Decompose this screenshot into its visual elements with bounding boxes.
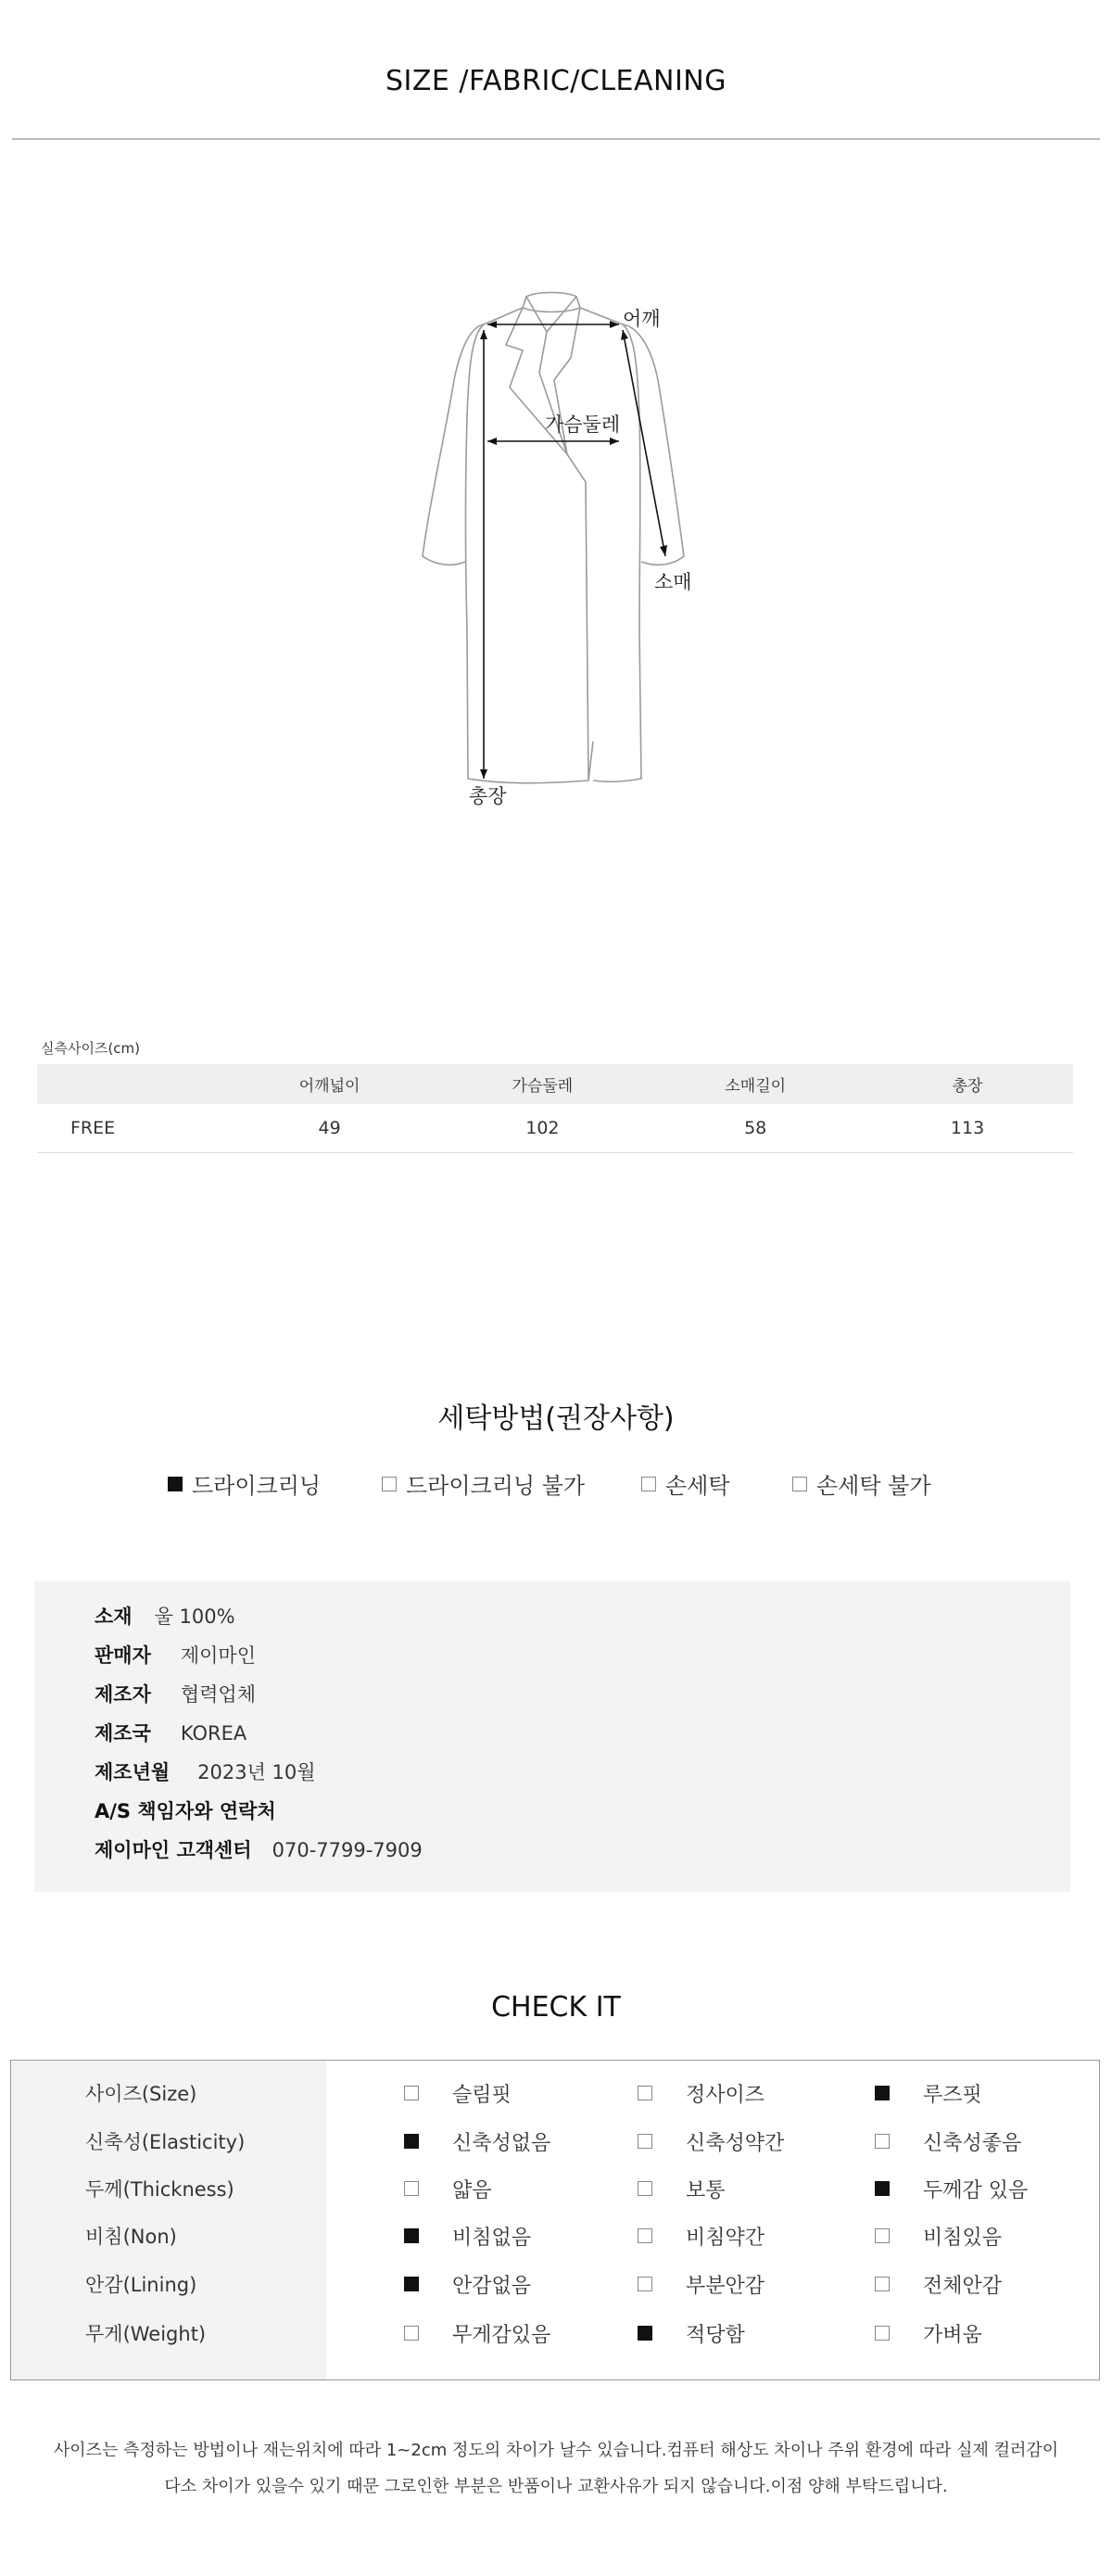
coat-measurement-diagram	[408, 278, 704, 816]
check-row	[11, 2079, 1099, 2116]
check-row-label: 비침(Non)	[85, 2226, 177, 2248]
checkbox-empty-icon	[792, 1477, 807, 1491]
check-option-label: 비침없음	[452, 2227, 532, 2250]
size-table-caption: 실측사이즈(cm)	[41, 1040, 141, 1057]
checkbox-empty-icon	[875, 2277, 890, 2291]
size-cell: FREE	[37, 1104, 223, 1153]
divider	[12, 138, 1100, 140]
checkbox-empty-icon	[382, 1477, 397, 1491]
info-row: 제조년월 2023년 10월	[95, 1761, 316, 1783]
washing-title: 세탁방법(권장사항)	[437, 1402, 675, 1435]
checkbox-empty-icon	[875, 2134, 890, 2149]
check-option-label: 비침있음	[923, 2227, 1003, 2250]
check-row	[11, 2175, 1099, 2212]
checkbox-checked-icon	[875, 2086, 890, 2100]
size-cell: 113	[862, 1104, 1073, 1153]
size-cell: 58	[649, 1104, 862, 1153]
checkbox-checked-icon	[404, 2134, 419, 2149]
label-chest: 가슴둘레	[545, 413, 621, 436]
check-option	[638, 2319, 745, 2348]
checkbox-empty-icon	[641, 1477, 656, 1491]
check-row	[11, 2222, 1099, 2259]
wash-option: 드라이크리닝	[168, 1467, 321, 1500]
check-row-label: 안감(Lining)	[85, 2274, 197, 2296]
check-row-label: 사이즈(Size)	[85, 2083, 197, 2105]
check-option-label: 신축성없음	[452, 2132, 551, 2155]
check-option	[875, 2319, 982, 2348]
footer-notice	[0, 2432, 1112, 2505]
checkbox-checked-icon	[404, 2228, 419, 2243]
checkbox-checked-icon	[875, 2181, 890, 2196]
info-row: 제조자 협력업체	[95, 1683, 257, 1706]
check-option-label: 정사이즈	[686, 2084, 765, 2107]
check-option-label: 보통	[686, 2179, 726, 2202]
check-option	[404, 2270, 531, 2299]
footer-line: 다소 차이가 있을수 있기 때문 그로인한 부분은 반품이나 교환사유가 되지 않습니다.이점 양해 부탁드립니다.	[164, 2477, 948, 2496]
checkbox-empty-icon	[404, 2181, 419, 2196]
check-row-label: 무게(Weight)	[85, 2323, 207, 2345]
check-row	[11, 2319, 1099, 2356]
check-option	[404, 2222, 531, 2251]
check-option	[638, 2079, 764, 2108]
size-cell: 102	[436, 1104, 649, 1153]
check-option	[404, 2319, 550, 2348]
check-option-label: 얇음	[452, 2179, 492, 2202]
label-length: 총장	[469, 785, 507, 807]
page-title: SIZE /FABRIC/CLEANING	[385, 65, 727, 97]
size-cell: 49	[223, 1104, 436, 1153]
checkbox-checked-icon	[404, 2277, 419, 2291]
checkbox-empty-icon	[638, 2134, 652, 2149]
size-table-header: 어깨넓이	[223, 1064, 436, 1104]
info-row: A/S 책임자와 연락처	[95, 1800, 276, 1822]
check-option-label: 루즈핏	[923, 2084, 982, 2107]
info-row: 소재 울 100%	[95, 1605, 235, 1628]
check-option-label: 신축성좋음	[923, 2132, 1022, 2155]
check-row	[11, 2270, 1099, 2307]
check-option-label: 슬림핏	[452, 2084, 512, 2107]
label-sleeve: 소매	[654, 571, 692, 593]
check-option-label: 안감없음	[452, 2275, 532, 2298]
check-option	[875, 2270, 1002, 2299]
coat-outline	[423, 293, 684, 783]
check-row-label: 신축성(Elasticity)	[85, 2131, 246, 2153]
check-option-label: 부분안감	[686, 2275, 765, 2298]
check-option	[638, 2175, 726, 2203]
check-option	[638, 2127, 784, 2156]
info-row: 제이마인 고객센터 070-7799-7909	[95, 1839, 423, 1861]
check-option-label: 신축성약간	[686, 2132, 785, 2155]
size-table	[37, 1064, 1073, 1153]
check-option	[404, 2175, 492, 2203]
check-option-label: 적당함	[686, 2324, 745, 2347]
check-option	[638, 2270, 764, 2299]
product-info-panel	[34, 1581, 1070, 1892]
checkbox-empty-icon	[404, 2326, 419, 2341]
label-shoulder: 어깨	[623, 308, 661, 330]
check-option	[875, 2079, 982, 2108]
check-option	[875, 2127, 1021, 2156]
check-option-label: 전체안감	[923, 2275, 1003, 2298]
checkbox-empty-icon	[875, 2326, 890, 2341]
size-table-header-row	[37, 1064, 1073, 1104]
checkbox-empty-icon	[875, 2228, 890, 2243]
wash-option: 손세탁 불가	[792, 1467, 931, 1500]
size-table-header: 가슴둘레	[436, 1064, 649, 1104]
size-table-header: 총장	[862, 1064, 1073, 1104]
check-option	[638, 2222, 764, 2251]
checkbox-empty-icon	[638, 2228, 652, 2243]
check-row	[11, 2127, 1099, 2164]
check-option	[875, 2175, 1028, 2203]
checkbox-checked-icon	[168, 1477, 183, 1491]
wash-option: 손세탁	[641, 1467, 730, 1500]
table-row	[37, 1104, 1073, 1153]
check-option	[404, 2127, 550, 2156]
check-option-label: 무게감있음	[452, 2324, 551, 2347]
checkbox-checked-icon	[638, 2326, 652, 2341]
footer-line: 사이즈는 측정하는 방법이나 재는위치에 따라 1~2cm 정도의 차이가 날수 있습니다.컴퓨터 해상도 차이나 주위 환경에 따라 실제 컬러감이	[53, 2441, 1059, 2460]
check-option	[875, 2222, 1002, 2251]
checkbox-empty-icon	[638, 2277, 652, 2291]
check-row-label: 두께(Thickness)	[85, 2178, 234, 2201]
check-it-title: CHECK IT	[491, 1991, 621, 2024]
washing-options	[0, 1467, 1112, 1504]
info-row: 판매자 제이마인	[95, 1644, 257, 1667]
check-option-label: 가벼움	[923, 2324, 982, 2347]
size-table-header	[37, 1064, 223, 1104]
checkbox-empty-icon	[638, 2181, 652, 2196]
wash-option: 드라이크리닝 불가	[382, 1467, 585, 1500]
checkbox-empty-icon	[638, 2086, 652, 2100]
check-option-label: 비침약간	[686, 2227, 765, 2250]
arrow-heads	[480, 321, 667, 779]
info-row: 제조국 KOREA	[95, 1722, 247, 1745]
check-option-label: 두께감 있음	[923, 2179, 1029, 2202]
check-option	[404, 2079, 512, 2108]
check-it-table	[10, 2060, 1100, 2380]
checkbox-empty-icon	[404, 2086, 419, 2100]
size-table-header: 소매길이	[649, 1064, 862, 1104]
